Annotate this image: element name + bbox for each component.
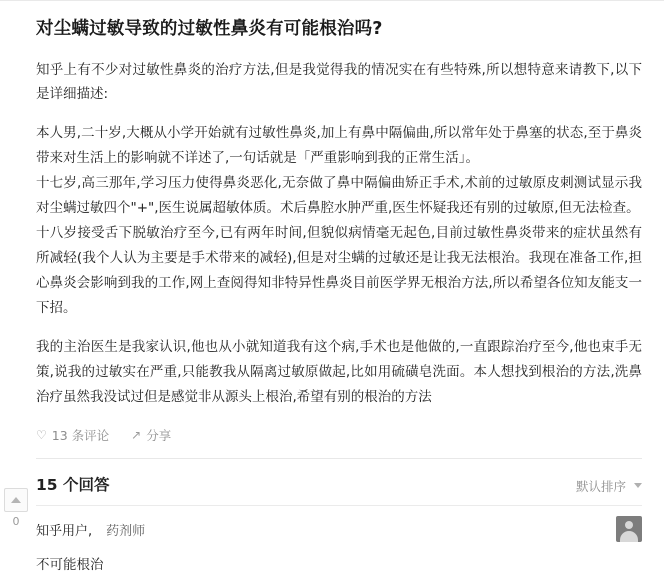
comment-icon: ♡ xyxy=(36,428,47,443)
question-detail-paragraph-2: 十七岁,高三那年,学习压力使得鼻炎恶化,无奈做了鼻中隔偏曲矫正手术,术前的过敏原皮刺测试显示我对尘螨过敏四个"+",医生说属超敏体质。术后鼻腔水肿严重,医生怀疑我还有别的过敏原,但无法检查。 xyxy=(36,175,642,217)
share-button[interactable] xyxy=(131,426,171,444)
question-detail-paragraph-3: 十八岁接受舌下脱敏治疗至今,已有两年时间,但貌似病情毫无起色,目前过敏性鼻炎带来的症状虽然有所减轻(我个人认为主要是手术带来的减轻),但是对尘螨的过敏还是让我无法根治。我现在准备工作,担心鼻炎会影响到我的工作,网上查阅得知非特异性鼻炎目前医学界无根治方法,所以希望各位知友能支一下招。 xyxy=(36,225,642,317)
page-title: 对尘螨过敏导致的过敏性鼻炎有可能根治吗? xyxy=(36,19,383,39)
vote-count: 0 xyxy=(12,515,20,528)
question-meta-row xyxy=(36,426,642,444)
list-item xyxy=(36,506,642,577)
page-content xyxy=(0,1,664,577)
question-detail xyxy=(36,58,642,411)
answer-text: 不可能根治 xyxy=(36,557,104,574)
avatar[interactable] xyxy=(616,516,642,542)
question-detail-intro: 知乎上有不少对过敏性鼻炎的治疗方法,但是我觉得我的情况实在有些特殊,所以想特意来请教下,以下是详细描述: xyxy=(36,61,642,103)
chevron-down-icon[interactable] xyxy=(634,483,642,488)
answers-count: 15 个回答 xyxy=(36,476,110,495)
question-detail-paragraph-4: 我的主治医生是我家认识,他也从小就知道我有这个病,手术也是他做的,一直跟踪治疗至今,他也束手无策,说我的过敏实在严重,只能教我从隔离过敏原做起,比如用硫磺皂洗面。本人想找到根治的方法,洗鼻治疗虽然我没试过但是感觉非从源头上根治,希望有别的根治的方法 xyxy=(36,339,642,406)
upvote-button[interactable] xyxy=(4,488,28,512)
vote-widget xyxy=(4,488,28,528)
question-detail-paragraph-1: 本人男,二十岁,大概从小学开始就有过敏性鼻炎,加上有鼻中隔偏曲,所以常年处于鼻塞的状态,至于鼻炎带来对生活上的影响就不详述了,一句话就是「严重影响到我的正常生活」。 xyxy=(36,125,642,167)
share-label: 分享 xyxy=(146,428,172,444)
comments-button[interactable] xyxy=(36,426,109,444)
sort-label[interactable]: 默认排序 xyxy=(575,479,626,495)
upvote-arrow-icon xyxy=(11,497,21,503)
answers-header xyxy=(36,459,642,506)
author-bio: 药剂师 xyxy=(106,524,146,540)
avatar-body xyxy=(620,531,638,542)
comments-label: 13 条评论 xyxy=(51,428,110,444)
avatar-head xyxy=(625,521,633,529)
author-name[interactable]: 知乎用户, xyxy=(36,524,93,540)
answer-author-row xyxy=(36,520,642,539)
share-icon: ↗ xyxy=(131,428,142,443)
sort-control[interactable] xyxy=(576,477,642,495)
